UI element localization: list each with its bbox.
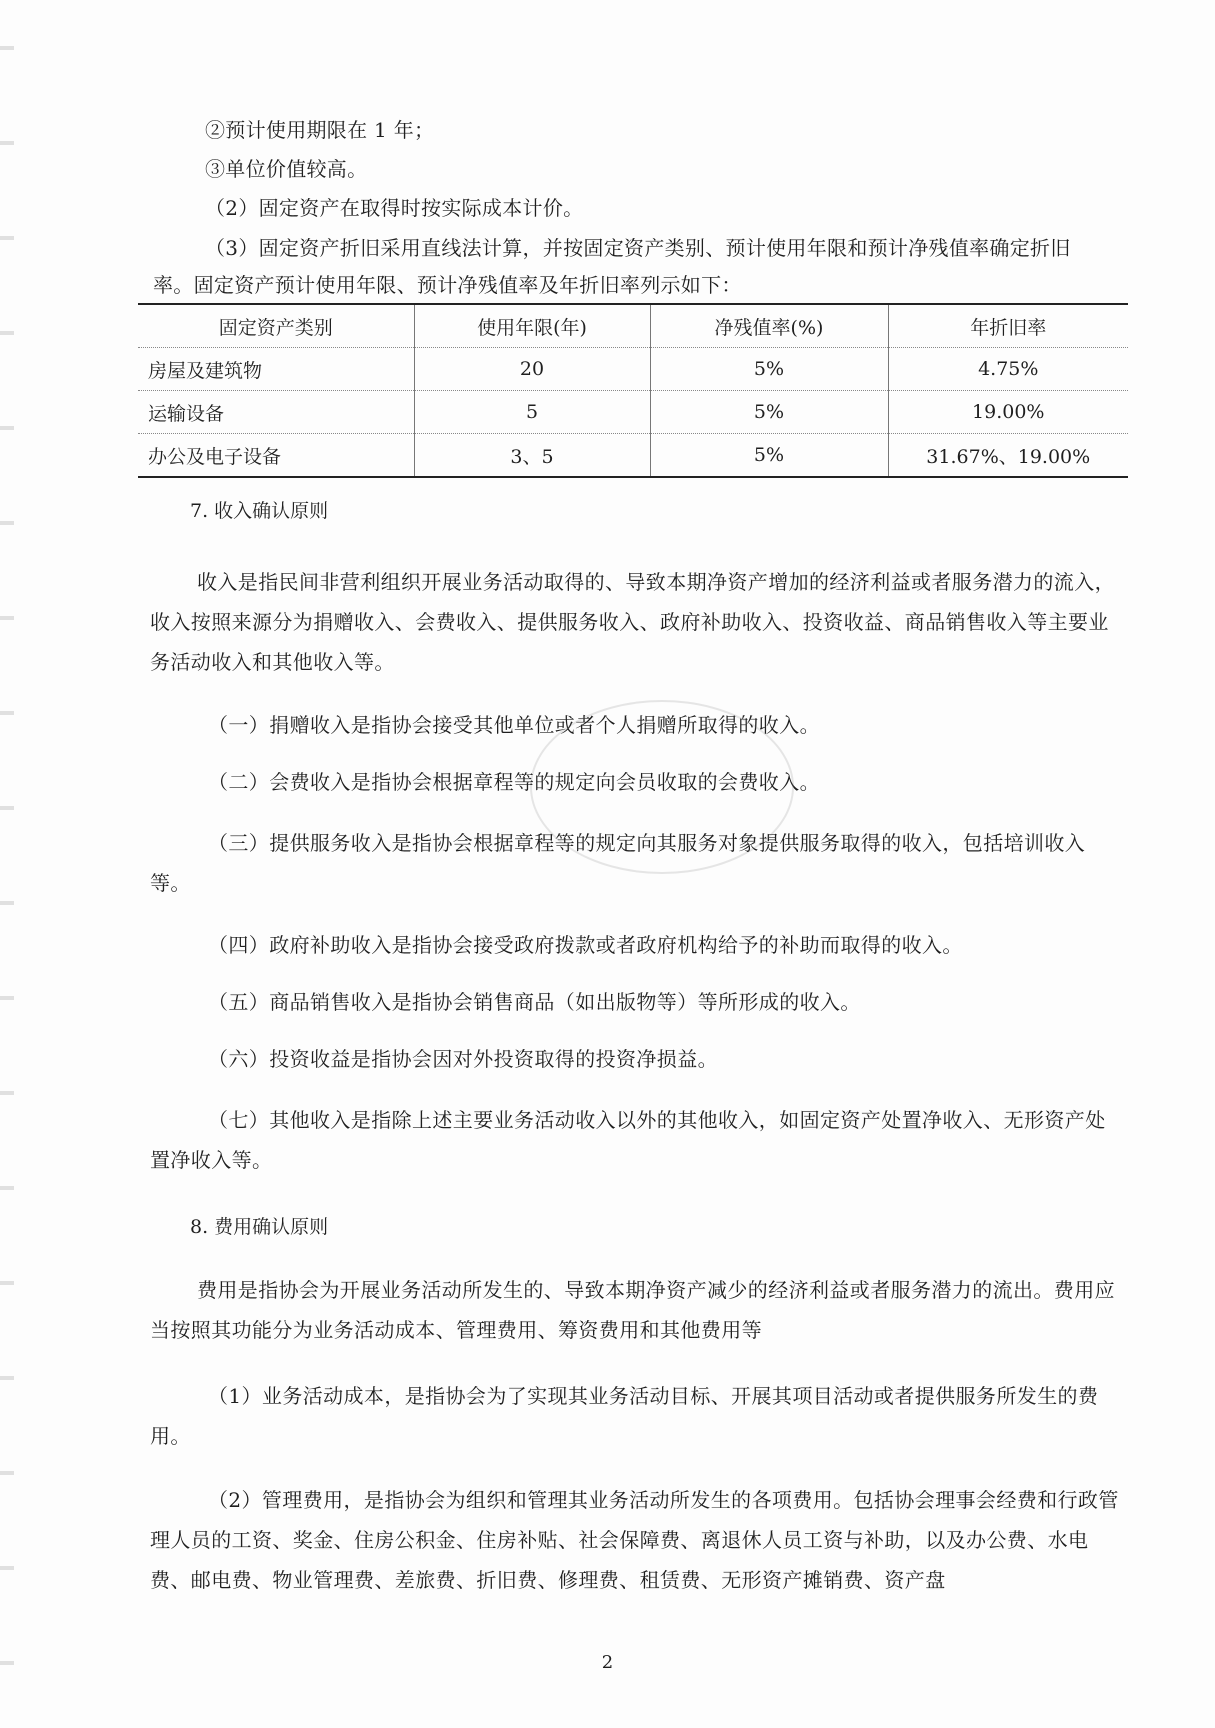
- table-row: [138, 391, 1128, 434]
- expense-item-1: （1）业务活动成本，是指协会为了实现其业务活动目标、开展其项目活动或者提供服务所发生的费用。: [150, 1384, 1099, 1448]
- income-item-5: （五）商品销售收入是指协会销售商品（如出版物等）等所形成的收入。: [208, 990, 861, 1014]
- cell-residual-rate: 5%: [650, 391, 888, 434]
- section8-definition: 费用是指协会为开展业务活动所发生的、导致本期净资产减少的经济利益或者服务潜力的流出。费用应当按照其功能分为业务活动成本、管理费用、筹资费用和其他费用等: [150, 1278, 1115, 1342]
- cell-category: 运输设备: [138, 391, 414, 434]
- expense-item-2: （2）管理费用，是指协会为组织和管理其业务活动所发生的各项费用。包括协会理事会经费和行政管理人员的工资、奖金、住房公积金、住房补贴、社会保障费、离退休人员工资与补助，以及办公费、水电费、邮电费、物业管理费、差旅费、折旧费、修理费、租赁费、无形资产摊销费、资产盘: [150, 1488, 1119, 1592]
- table-row: [138, 348, 1128, 391]
- table-row: [138, 434, 1128, 478]
- cell-residual-rate: 5%: [650, 348, 888, 391]
- intro-line-2: ③单位价值较高。: [205, 157, 368, 181]
- cell-residual-rate: 5%: [650, 434, 888, 478]
- intro-line-5: 率。固定资产预计使用年限、预计净残值率及年折旧率列示如下：: [153, 273, 742, 297]
- page-number: 2: [601, 1652, 614, 1673]
- section7-heading: 7. 收入确认原则: [190, 500, 329, 522]
- income-item-7: （七）其他收入是指除上述主要业务活动收入以外的其他收入，如固定资产处置净收入、无形资产处置净收入等。: [150, 1108, 1106, 1172]
- header-category: 固定资产类别: [138, 304, 414, 348]
- fixed-asset-table: [138, 303, 1128, 478]
- cell-depreciation-rate: 31.67%、19.00%: [888, 434, 1128, 478]
- cell-useful-life: 3、5: [414, 434, 650, 478]
- faded-seal-stamp: [530, 700, 794, 874]
- intro-line-1: ②预计使用期限在 1 年；: [205, 118, 435, 142]
- income-item-2: （二）会费收入是指协会根据章程等的规定向会员收取的会费收入。: [208, 770, 820, 794]
- cell-depreciation-rate: 4.75%: [888, 348, 1128, 391]
- income-item-1: （一）捐赠收入是指协会接受其他单位或者个人捐赠所取得的收入。: [208, 713, 820, 737]
- intro-line-4: （3）固定资产折旧采用直线法计算，并按固定资产类别、预计使用年限和预计净残值率确定折旧: [205, 236, 1071, 260]
- intro-line-3: （2）固定资产在取得时按实际成本计价。: [205, 196, 584, 220]
- scan-edge-marks: [0, 0, 14, 1728]
- income-item-6: （六）投资收益是指协会因对外投资取得的投资净损益。: [208, 1047, 718, 1071]
- income-item-3: （三）提供服务收入是指协会根据章程等的规定向其服务对象提供服务取得的收入，包括培训收入等。: [150, 831, 1086, 895]
- header-residual-rate: 净残值率(%): [650, 304, 888, 348]
- header-depreciation-rate: 年折旧率: [888, 304, 1128, 348]
- table-header-row: [138, 304, 1128, 348]
- cell-useful-life: 20: [414, 348, 650, 391]
- cell-useful-life: 5: [414, 391, 650, 434]
- cell-category: 房屋及建筑物: [138, 348, 414, 391]
- header-useful-life: 使用年限(年): [414, 304, 650, 348]
- income-item-4: （四）政府补助收入是指协会接受政府拨款或者政府机构给予的补助而取得的收入。: [208, 933, 963, 957]
- cell-category: 办公及电子设备: [138, 434, 414, 478]
- section8-heading: 8. 费用确认原则: [190, 1216, 329, 1238]
- cell-depreciation-rate: 19.00%: [888, 391, 1128, 434]
- section7-definition: 收入是指民间非营利组织开展业务活动取得的、导致本期净资产增加的经济利益或者服务潜力的流入，收入按照来源分为捐赠收入、会费收入、提供服务收入、政府补助收入、投资收益、商品销售收入等主要业务活动收入和其他收入等。: [150, 570, 1115, 674]
